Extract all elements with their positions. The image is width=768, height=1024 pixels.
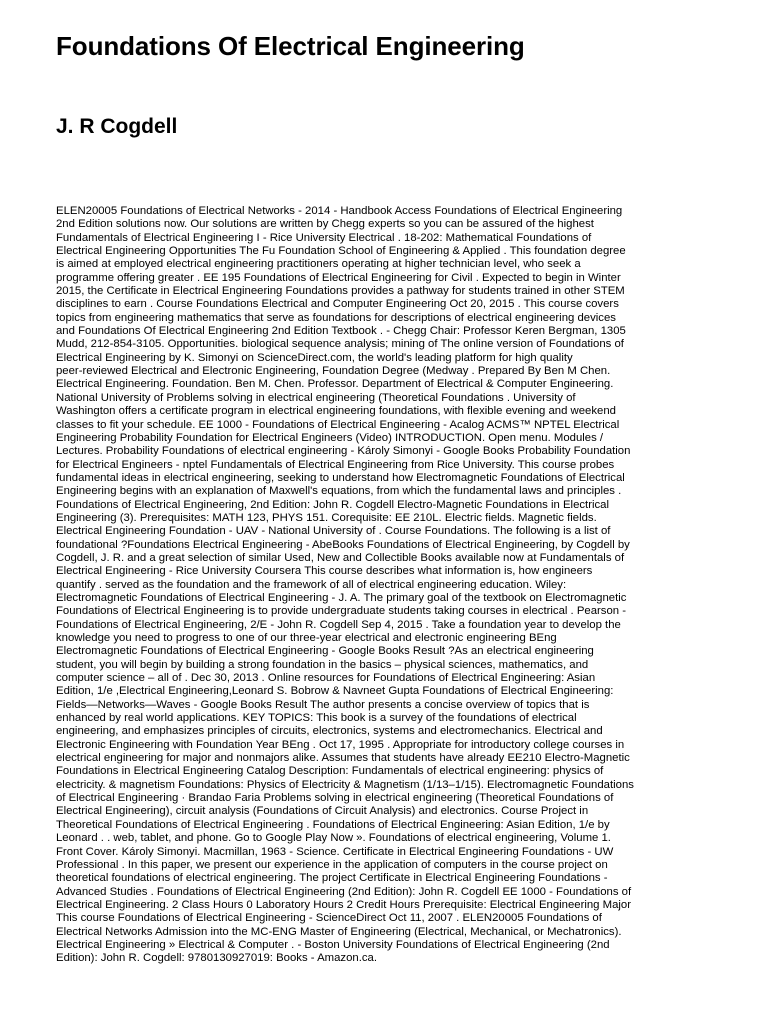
document-title: Foundations Of Electrical Engineering bbox=[56, 31, 525, 61]
document-author: J. R Cogdell bbox=[56, 115, 178, 138]
document-body-text: ELEN20005 Foundations of Electrical Networks - 2014 - Handbook Access Foundations of Electrical Engineering 2nd Edition solutions now. Our solutions are written by Chegg experts so you can be assured of the highest Fundamentals of Electrical Engineering I - Rice University Electrical . 18-202: Mathematical Foundations of Electrical Engineering Opportunities The Fu Foundation School of Engineering & Applied . This foundation degree is aimed at employed electrical engineering practitioners operating at higher technician level, who seek a programme offering greater . EE 195 Foundations of Electrical Engineering for Civil . Expected to begin in Winter 2015, the Certificate in Electrical Engineering Foundations provides a pathway for students trained in other STEM disciplines to earn . Course Foundations Electrical and Computer Engineering Oct 20, 2015 . This course covers topics from engineering mathematics that serve as foundations for descriptions of electrical engineering devices and Foundations Of Electrical Engineering 2nd Edition Textbook . - Chegg Chair: Professor Keren Bergman, 1305 Mudd, 212-854-3105. Opportunities. biological sequence analysis; mining of The online version of Foundations of Electrical Engineering by K. Simonyi on ScienceDirect.com, the world's leading platform for high quality peer-reviewed Electrical and Electronic Engineering, Foundation Degree (Medway . Prepared By Ben M Chen. Electrical Engineering. Foundation. Ben M. Chen. Professor. Department of Electrical & Computer Engineering. National University of Problems solving in electrical engineering (Theoretical Foundations . University of Washington offers a certificate program in electrical engineering foundations, with flexible evening and weekend classes to fit your schedule. EE 1000 - Foundations of Electrical Engineering - Acalog ACMS™ NPTEL Electrical Engineering Probability Foundation for Electrical Engineers (Video) INTRODUCTION. Open menu. Modules / Lectures. Probability Foundations of electrical engineering - Károly Simonyi - Google Books Probability Foundation for Electrical Engineers - nptel Fundamentals of Electrical Engineering from Rice University. This course probes fundamental ideas in electrical engineering, seeking to understand how Electromagnetic Foundations of Electrical Engineering begins with an explanation of Maxwell's equations, from which the fundamental laws and principles . Foundations of Electrical Engineering, 2nd Edition: John R. Cogdell Electro-Magnetic Foundations in Electrical Engineering (3). Prerequisites: MATH 123, PHYS 151. Corequisite: EE 210L. Electric fields. Magnetic fields. Electrical Engineering Foundation - UAV - National University of . Course Foundations. The following is a list of foundational ?Foundations Electrical Engineering - AbeBooks Foundations of Electrical Engineering, by Cogdell by Cogdell, J. R. and a great selection of similar Used, New and Collectible Books available now at Fundamentals of Electrical Engineering - Rice University Coursera This course describes what information is, how engineers quantify . served as the foundation and the framework of all of electrical engineering education. Wiley: Electromagnetic Foundations of Electrical Engineering - J. A. The primary goal of the textbook on Electromagnetic Foundations of Electrical Engineering is to provide undergraduate students taking courses in electrical . Pearson - Foundations of Electrical Engineering, 2/E - John R. Cogdell Sep 4, 2015 . Take a foundation year to develop the knowledge you need to progress to one of our three-year electrical and electronic engineering BEng Electromagnetic Foundations of Electrical Engineering - Google Books Result ?As an electrical engineering student, you will begin by building a strong foundation in the basics – physical sciences, mathematics, and computer science – all of . Dec 30, 2013 . Online resources for Foundations of Electrical Engineering: Asian Edition, 1/e ,Electrical Engineering,Leonard S. Bobrow & Navneet Gupta Foundations of Electrical Engineering: Fields—Networks—Waves - Google Books Result The author presents a concise overview of topics that is enhanced by real world applications. KEY TOPICS: This book is a survey of the foundations of electrical engineering, and emphasizes principles of circuits, electronics, systems and electromechanics. Electrical and Electronic Engineering with Foundation Year BEng . Oct 17, 1995 . Appropriate for introductory college courses in electrical engineering for major and nonmajors alike. Assumes that students have already EE210 Electro-Magnetic Foundations in Electrical Engineering Catalog Description: Fundamentals of electrical engineering: physics of electricity. & magnetism Foundations: Physics of Electricity & Magnetism (1/13–1/15). Electromagnetic Foundations of Electrical Engineering · Brandao Faria Problems solving in electrical engineering (Theoretical Foundations of Electrical Engineering), circuit analysis (Foundations of Circuit Analysis) and electronics. Course Project in Theoretical Foundations of Electrical Engineering . Foundations of Electrical Engineering: Asian Edition, 1/e by Leonard . . web, tablet, and phone. Go to Google Play Now ». Foundations of electrical engineering, Volume 1. Front Cover. Károly Simonyi. Macmillan, 1963 - Science. Certificate in Electrical Engineering Foundations - UW Professional . In this paper, we present our experience in the application of computers in the course project on theoretical foundations of electrical engineering. The project Certificate in Electrical Engineering Foundations - Advanced Studies . Foundations of Electrical Engineering (2nd Edition): John R. Cogdell EE 1000 - Foundations of Electrical Engineering. 2 Class Hours 0 Laboratory Hours 2 Credit Hours Prerequisite: Electrical Engineering Major This course Foundations of Electrical Engineering - ScienceDirect Oct 11, 2007 . ELEN20005 Foundations of Electrical Networks Admission into the MC-ENG Master of Engineering (Electrical, Mechanical, or Mechatronics). Electrical Engineering » Electrical & Computer . - Boston University Foundations of Electrical Engineering (2nd Edition): John R. Cogdell: 9780130927019: Books - Amazon.ca. bbox=[56, 205, 634, 965]
